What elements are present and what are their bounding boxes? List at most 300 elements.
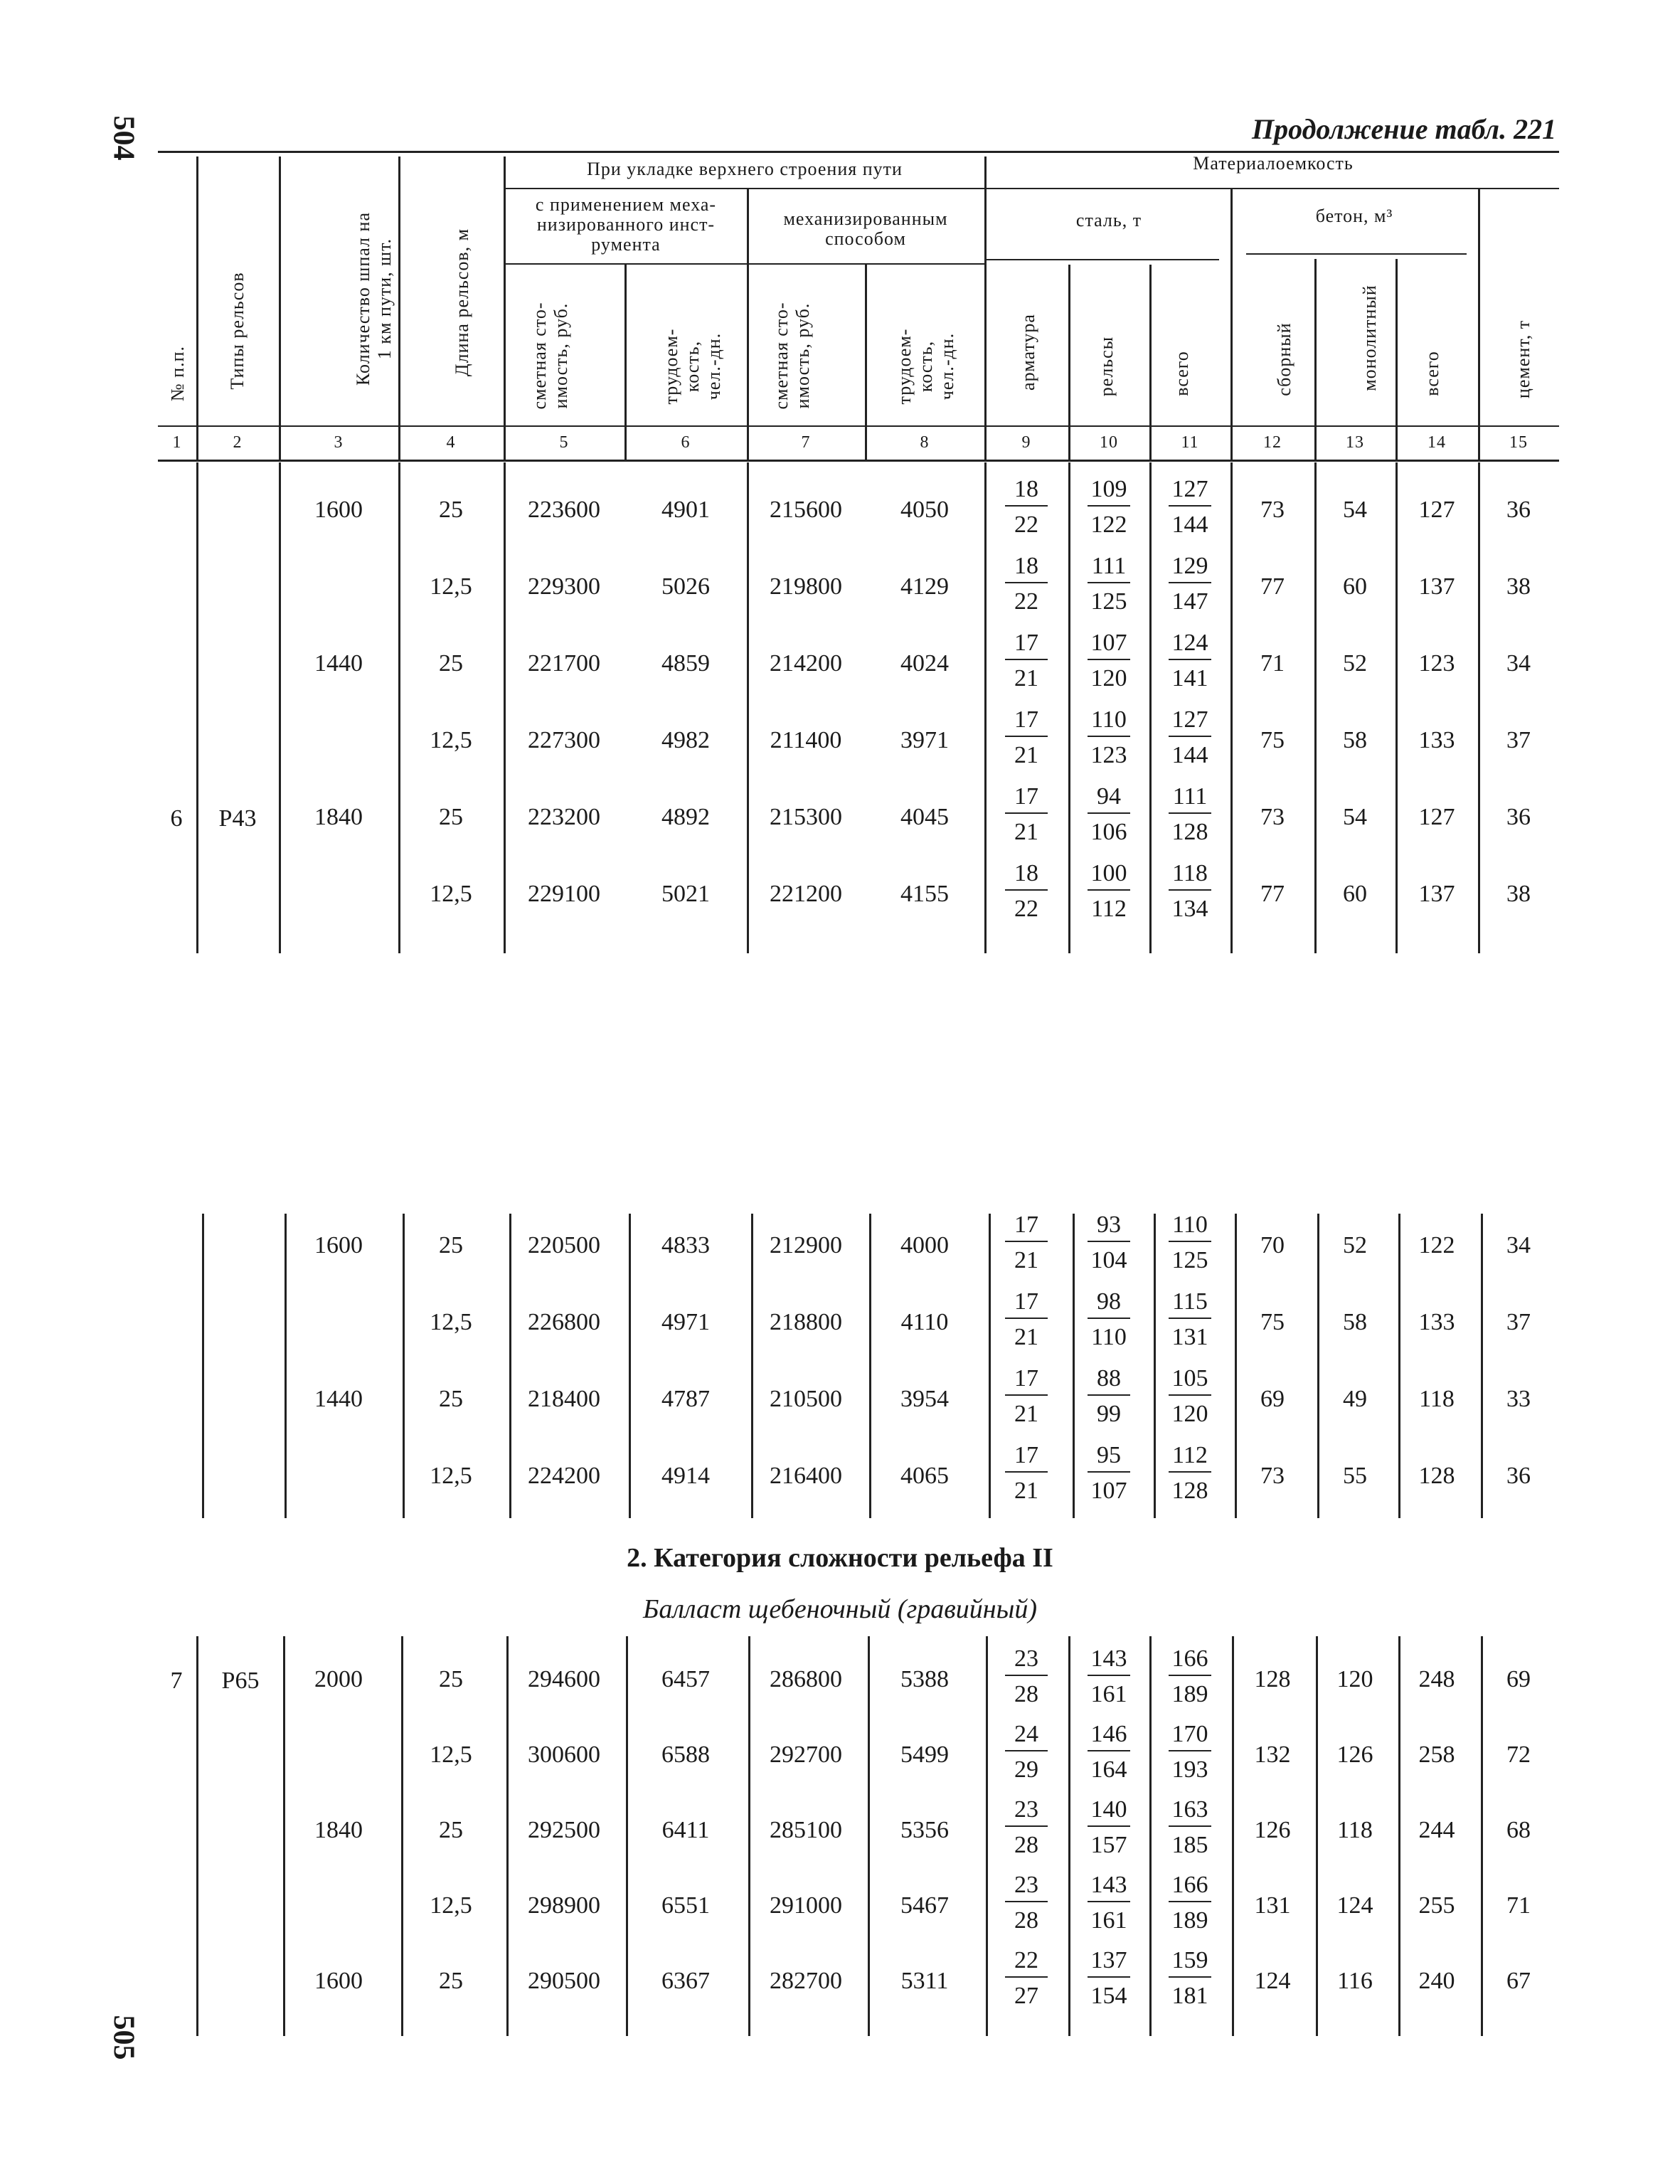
header-col15: цемент, т [1513, 319, 1533, 399]
cell-c13: 116 [1337, 1968, 1373, 1994]
cell-c15: 36 [1506, 804, 1531, 830]
cell-c5: 223600 [528, 497, 600, 523]
cell-c6: 4892 [661, 804, 710, 830]
cell-c13: 58 [1343, 727, 1367, 753]
column-number: 3 [334, 433, 344, 452]
fraction-numerator: 98 [1088, 1288, 1130, 1319]
cell-c7: 221200 [770, 881, 842, 907]
fraction-c11 [1169, 1720, 1211, 1784]
fraction-numerator: 17 [1005, 629, 1048, 660]
fraction-numerator: 115 [1169, 1288, 1211, 1319]
fraction-numerator: 17 [1005, 1364, 1048, 1396]
fraction-numerator: 18 [1005, 552, 1048, 583]
cell-c12: 73 [1260, 497, 1285, 523]
cell-c6: 6551 [661, 1892, 710, 1919]
cell-c13: 52 [1343, 1232, 1367, 1258]
column-number: 1 [172, 433, 182, 452]
cell-c8: 4000 [900, 1232, 949, 1258]
cell-c8: 4155 [900, 881, 949, 907]
fraction-numerator: 143 [1088, 1871, 1130, 1902]
row-number: 7 [170, 1668, 183, 1694]
fraction-numerator: 24 [1005, 1720, 1048, 1751]
fraction-c9 [1005, 706, 1048, 770]
fraction-numerator: 166 [1169, 1871, 1211, 1902]
cell-c14: 258 [1418, 1742, 1455, 1768]
cell-c8: 4045 [900, 804, 949, 830]
fraction-numerator: 159 [1169, 1946, 1211, 1978]
fraction-c11 [1169, 629, 1211, 693]
fraction-numerator: 23 [1005, 1796, 1048, 1827]
cell-c15: 38 [1506, 573, 1531, 600]
cell-c5: 226800 [528, 1309, 600, 1335]
fraction-denominator: 104 [1090, 1247, 1127, 1273]
fraction-denominator: 161 [1090, 1681, 1127, 1707]
cell-c8: 4024 [900, 650, 949, 677]
cell-c14: 137 [1418, 881, 1455, 907]
cell-c14: 248 [1418, 1666, 1455, 1692]
cell-length: 25 [439, 1968, 463, 1994]
cell-c14: 118 [1419, 1386, 1455, 1412]
section-subtitle: Балласт щебеночный (гравийный) [642, 1594, 1038, 1624]
fraction-denominator: 21 [1014, 1324, 1038, 1350]
cell-length: 25 [439, 804, 463, 830]
header-col6: трудоем- кость, чел.-дн. [661, 328, 724, 405]
fraction-c10 [1088, 629, 1130, 693]
fraction-numerator: 129 [1169, 552, 1211, 583]
cell-c13: 124 [1336, 1892, 1373, 1919]
header-col2: Типы рельсов [227, 272, 248, 390]
cell-c6: 4901 [661, 497, 710, 523]
cell-length: 25 [439, 497, 463, 523]
fraction-numerator: 118 [1169, 859, 1211, 891]
fraction-denominator: 141 [1171, 665, 1208, 691]
cell-c14: 137 [1418, 573, 1455, 600]
fraction-numerator: 93 [1088, 1211, 1130, 1242]
cell-c15: 37 [1506, 727, 1531, 753]
fraction-c11 [1169, 475, 1211, 539]
fraction-denominator: 120 [1171, 1401, 1208, 1427]
cell-c7: 218800 [770, 1309, 842, 1335]
cell-c13: 54 [1343, 804, 1367, 830]
cell-length: 25 [439, 1232, 463, 1258]
cell-length: 12,5 [430, 1463, 472, 1489]
fraction-denominator: 185 [1171, 1832, 1208, 1858]
cell-c15: 67 [1506, 1968, 1531, 1994]
cell-c8: 5356 [900, 1817, 949, 1843]
cell-c13: 60 [1343, 573, 1367, 600]
fraction-numerator: 94 [1088, 783, 1130, 814]
cell-c7: 210500 [770, 1386, 842, 1412]
fraction-c9 [1005, 1211, 1048, 1275]
fraction-numerator: 166 [1169, 1645, 1211, 1676]
fraction-c11 [1169, 1288, 1211, 1352]
cell-c6: 4787 [661, 1386, 710, 1412]
cell-sleepers: 1440 [314, 650, 363, 677]
fraction-numerator: 88 [1088, 1364, 1130, 1396]
cell-c5: 224200 [528, 1463, 600, 1489]
column-number: 2 [233, 433, 243, 452]
cell-c15: 72 [1506, 1742, 1531, 1768]
cell-c7: 291000 [770, 1892, 842, 1919]
cell-c5: 290500 [528, 1968, 600, 1994]
fraction-denominator: 164 [1090, 1756, 1127, 1783]
cell-c14: 255 [1418, 1892, 1455, 1919]
header-col4: Длина рельсов, м [452, 228, 472, 377]
fraction-denominator: 22 [1014, 896, 1038, 922]
fraction-denominator: 28 [1014, 1907, 1038, 1934]
cell-c12: 77 [1260, 881, 1285, 907]
fraction-numerator: 143 [1088, 1645, 1130, 1676]
fraction-c10 [1088, 475, 1130, 539]
cell-c8: 5467 [900, 1892, 949, 1919]
cell-length: 12,5 [430, 727, 472, 753]
cell-c14: 240 [1418, 1968, 1455, 1994]
cell-c12: 124 [1254, 1968, 1291, 1994]
header-col7: сметная сто- имость, руб. [771, 302, 813, 410]
fraction-c9 [1005, 1441, 1048, 1505]
cell-c5: 227300 [528, 727, 600, 753]
cell-c14: 133 [1418, 727, 1455, 753]
cell-c7: 214200 [770, 650, 842, 677]
cell-c13: 55 [1343, 1463, 1367, 1489]
fraction-denominator: 21 [1014, 1478, 1038, 1504]
cell-c12: 126 [1254, 1817, 1291, 1843]
fraction-c9 [1005, 1288, 1048, 1352]
fraction-c9 [1005, 552, 1048, 616]
cell-c15: 38 [1506, 881, 1531, 907]
fraction-denominator: 107 [1090, 1478, 1127, 1504]
cell-c6: 5026 [661, 573, 710, 600]
cell-c15: 34 [1506, 650, 1531, 677]
fraction-denominator: 29 [1014, 1756, 1038, 1783]
fraction-c11 [1169, 1211, 1211, 1275]
cell-c13: 126 [1336, 1742, 1373, 1768]
cell-length: 25 [439, 1666, 463, 1692]
cell-sleepers: 1600 [314, 497, 363, 523]
header-col3: Количество шпал на 1 км пути, шт. [353, 212, 395, 386]
fraction-numerator: 112 [1169, 1441, 1211, 1473]
fraction-denominator: 21 [1014, 819, 1038, 845]
column-number: 8 [920, 433, 930, 452]
column-number: 5 [559, 433, 569, 452]
fraction-numerator: 22 [1005, 1946, 1048, 1978]
cell-sleepers: 1840 [314, 1817, 363, 1843]
fraction-c9 [1005, 1364, 1048, 1428]
fraction-c11 [1169, 1796, 1211, 1860]
cell-c15: 36 [1506, 497, 1531, 523]
fraction-c11 [1169, 1441, 1211, 1505]
header-col14: всего [1422, 351, 1442, 396]
section-title: 2. Категория сложности рельефа II [627, 1543, 1053, 1573]
header-mech-tool: с применением меха- низированного инст- румента [535, 194, 717, 255]
fraction-c9 [1005, 1796, 1048, 1860]
cell-c7: 285100 [770, 1817, 842, 1843]
cell-c8: 5499 [900, 1742, 949, 1768]
cell-c6: 4982 [661, 727, 710, 753]
cell-c12: 128 [1254, 1666, 1291, 1692]
cell-c12: 77 [1260, 573, 1285, 600]
fraction-c11 [1169, 1645, 1211, 1709]
fraction-c11 [1169, 1871, 1211, 1935]
fraction-numerator: 17 [1005, 1288, 1048, 1319]
fraction-c10 [1088, 859, 1130, 923]
fraction-denominator: 128 [1171, 1478, 1208, 1504]
rail-type: Р43 [218, 805, 257, 832]
header-laying: При укладке верхнего строения пути [587, 159, 903, 179]
fraction-denominator: 22 [1014, 511, 1038, 538]
cell-c8: 4129 [900, 573, 949, 600]
cell-c15: 71 [1506, 1892, 1531, 1919]
cell-c15: 33 [1506, 1386, 1531, 1412]
fraction-denominator: 28 [1014, 1832, 1038, 1858]
header-concrete: бетон, м³ [1315, 206, 1393, 226]
cell-c7: 282700 [770, 1968, 842, 1994]
cell-sleepers: 1440 [314, 1386, 363, 1412]
cell-c14: 128 [1418, 1463, 1455, 1489]
fraction-numerator: 17 [1005, 1441, 1048, 1473]
cell-c13: 54 [1343, 497, 1367, 523]
fraction-c10 [1088, 706, 1130, 770]
header-col5: сметная сто- имость, руб. [529, 302, 571, 410]
cell-c14: 244 [1418, 1817, 1455, 1843]
fraction-numerator: 23 [1005, 1871, 1048, 1902]
fraction-numerator: 137 [1088, 1946, 1130, 1978]
cell-c14: 133 [1418, 1309, 1455, 1335]
cell-c7: 215300 [770, 804, 842, 830]
cell-c6: 6588 [661, 1742, 710, 1768]
column-number: 6 [681, 433, 691, 452]
cell-c5: 220500 [528, 1232, 600, 1258]
cell-c5: 294600 [528, 1666, 600, 1692]
page-number-left: 504 [107, 115, 140, 161]
cell-length: 12,5 [430, 1742, 472, 1768]
fraction-c10 [1088, 1211, 1130, 1275]
cell-c5: 229300 [528, 573, 600, 600]
fraction-c10 [1088, 1288, 1130, 1352]
cell-c6: 6367 [661, 1968, 710, 1994]
cell-c6: 6411 [661, 1817, 710, 1843]
cell-sleepers: 1840 [314, 804, 363, 830]
fraction-denominator: 122 [1090, 511, 1127, 538]
cell-c13: 58 [1343, 1309, 1367, 1335]
fraction-c10 [1088, 1871, 1130, 1935]
cell-sleepers: 1600 [314, 1232, 363, 1258]
fraction-numerator: 146 [1088, 1720, 1130, 1751]
cell-c8: 3954 [900, 1386, 949, 1412]
header-col1: № п.п. [167, 345, 188, 402]
fraction-numerator: 124 [1169, 629, 1211, 660]
cell-c5: 298900 [528, 1892, 600, 1919]
cell-c12: 75 [1260, 1309, 1285, 1335]
fraction-numerator: 18 [1005, 859, 1048, 891]
fraction-c11 [1169, 859, 1211, 923]
fraction-c10 [1088, 1364, 1130, 1428]
column-number: 14 [1428, 433, 1446, 452]
fraction-numerator: 140 [1088, 1796, 1130, 1827]
fraction-numerator: 110 [1088, 706, 1130, 737]
cell-c14: 127 [1418, 804, 1455, 830]
fraction-c9 [1005, 1946, 1048, 2010]
page-number-right: 505 [107, 2015, 140, 2060]
fraction-numerator: 95 [1088, 1441, 1130, 1473]
fraction-denominator: 123 [1090, 742, 1127, 768]
cell-c8: 5311 [900, 1968, 949, 1994]
cell-c12: 70 [1260, 1232, 1285, 1258]
cell-c12: 75 [1260, 727, 1285, 753]
cell-c12: 132 [1254, 1742, 1291, 1768]
cell-length: 25 [439, 1386, 463, 1412]
fraction-numerator: 110 [1169, 1211, 1211, 1242]
fraction-denominator: 27 [1014, 1983, 1038, 2009]
fraction-denominator: 21 [1014, 742, 1038, 768]
cell-c13: 60 [1343, 881, 1367, 907]
fraction-c10 [1088, 1796, 1130, 1860]
cell-c15: 34 [1506, 1232, 1531, 1258]
cell-c7: 216400 [770, 1463, 842, 1489]
cell-length: 25 [439, 1817, 463, 1843]
column-number: 12 [1263, 433, 1282, 452]
fraction-numerator: 111 [1169, 783, 1211, 814]
fraction-c11 [1169, 552, 1211, 616]
cell-c6: 5021 [661, 881, 710, 907]
cell-c5: 292500 [528, 1817, 600, 1843]
cell-length: 12,5 [430, 1309, 472, 1335]
cell-length: 12,5 [430, 573, 472, 600]
fraction-denominator: 110 [1091, 1324, 1127, 1350]
header-mech: механизированным способом [783, 208, 948, 249]
fraction-denominator: 106 [1090, 819, 1127, 845]
fraction-denominator: 144 [1171, 742, 1208, 768]
cell-c14: 123 [1418, 650, 1455, 677]
cell-c5: 218400 [528, 1386, 600, 1412]
cell-c5: 221700 [528, 650, 600, 677]
fraction-c10 [1088, 1720, 1130, 1784]
cell-c5: 223200 [528, 804, 600, 830]
rail-type: Р65 [221, 1668, 260, 1694]
fraction-c10 [1088, 783, 1130, 847]
cell-c7: 215600 [770, 497, 842, 523]
column-number: 7 [801, 433, 811, 452]
fraction-denominator: 125 [1171, 1247, 1208, 1273]
fraction-denominator: 99 [1097, 1401, 1121, 1427]
fraction-numerator: 23 [1005, 1645, 1048, 1676]
cell-c14: 127 [1418, 497, 1455, 523]
fraction-c11 [1169, 706, 1211, 770]
cell-c15: 37 [1506, 1309, 1531, 1335]
fraction-numerator: 127 [1169, 475, 1211, 507]
fraction-denominator: 193 [1171, 1756, 1208, 1783]
fraction-c11 [1169, 1946, 1211, 2010]
fraction-c9 [1005, 1871, 1048, 1935]
header-col11: всего [1171, 351, 1192, 396]
fraction-denominator: 154 [1090, 1983, 1127, 2009]
fraction-c9 [1005, 1645, 1048, 1709]
fraction-c11 [1169, 1364, 1211, 1428]
header-col10: рельсы [1096, 336, 1117, 397]
cell-c8: 4050 [900, 497, 949, 523]
cell-c13: 120 [1336, 1666, 1373, 1692]
fraction-denominator: 128 [1171, 819, 1208, 845]
cell-c7: 211400 [770, 727, 842, 753]
fraction-numerator: 100 [1088, 859, 1130, 891]
fraction-numerator: 127 [1169, 706, 1211, 737]
fraction-denominator: 120 [1090, 665, 1127, 691]
cell-length: 25 [439, 650, 463, 677]
cell-c15: 69 [1506, 1666, 1531, 1692]
fraction-numerator: 17 [1005, 1211, 1048, 1242]
cell-c8: 5388 [900, 1666, 949, 1692]
cell-c13: 52 [1343, 650, 1367, 677]
fraction-denominator: 21 [1014, 1247, 1038, 1273]
cell-c12: 73 [1260, 1463, 1285, 1489]
cell-c6: 4914 [661, 1463, 710, 1489]
continuation-title: Продолжение табл. 221 [1252, 113, 1557, 145]
fraction-numerator: 163 [1169, 1796, 1211, 1827]
fraction-denominator: 125 [1090, 588, 1127, 615]
fraction-denominator: 21 [1014, 1401, 1038, 1427]
fraction-denominator: 131 [1171, 1324, 1208, 1350]
fraction-c10 [1088, 1441, 1130, 1505]
cell-c7: 292700 [770, 1742, 842, 1768]
column-number: 4 [446, 433, 456, 452]
cell-length: 12,5 [430, 881, 472, 907]
cell-c12: 71 [1260, 650, 1285, 677]
cell-c13: 49 [1343, 1386, 1367, 1412]
fraction-numerator: 18 [1005, 475, 1048, 507]
fraction-denominator: 189 [1171, 1907, 1208, 1934]
cell-c6: 4859 [661, 650, 710, 677]
header-col13: монолитный [1359, 285, 1380, 391]
cell-c12: 73 [1260, 804, 1285, 830]
fraction-c9 [1005, 629, 1048, 693]
cell-c5: 300600 [528, 1742, 600, 1768]
fraction-c9 [1005, 475, 1048, 539]
fraction-numerator: 17 [1005, 783, 1048, 814]
cell-c6: 4971 [661, 1309, 710, 1335]
fraction-denominator: 157 [1090, 1832, 1127, 1858]
cell-sleepers: 2000 [314, 1666, 363, 1692]
cell-c8: 4110 [900, 1309, 949, 1335]
fraction-denominator: 134 [1171, 896, 1208, 922]
fraction-denominator: 112 [1091, 896, 1127, 922]
fraction-denominator: 161 [1090, 1907, 1127, 1934]
cell-c6: 6457 [661, 1666, 710, 1692]
fraction-denominator: 144 [1171, 511, 1208, 538]
fraction-c10 [1088, 552, 1130, 616]
fraction-denominator: 147 [1171, 588, 1208, 615]
cell-c12: 131 [1254, 1892, 1291, 1919]
fraction-denominator: 22 [1014, 588, 1038, 615]
cell-c7: 219800 [770, 573, 842, 600]
fraction-numerator: 17 [1005, 706, 1048, 737]
fraction-c9 [1005, 783, 1048, 847]
header-col12: сборный [1274, 322, 1294, 396]
fraction-numerator: 107 [1088, 629, 1130, 660]
column-number: 9 [1021, 433, 1031, 452]
cell-c15: 68 [1506, 1817, 1531, 1843]
header-steel: сталь, т [1075, 210, 1142, 230]
cell-c13: 118 [1337, 1817, 1373, 1843]
row-number: 6 [170, 805, 183, 832]
fraction-denominator: 28 [1014, 1681, 1038, 1707]
cell-c15: 36 [1506, 1463, 1531, 1489]
cell-c6: 4833 [661, 1232, 710, 1258]
cell-c8: 4065 [900, 1463, 949, 1489]
header-col9: арматура [1018, 314, 1038, 391]
fraction-denominator: 21 [1014, 665, 1038, 691]
fraction-c9 [1005, 1720, 1048, 1784]
cell-length: 12,5 [430, 1892, 472, 1919]
